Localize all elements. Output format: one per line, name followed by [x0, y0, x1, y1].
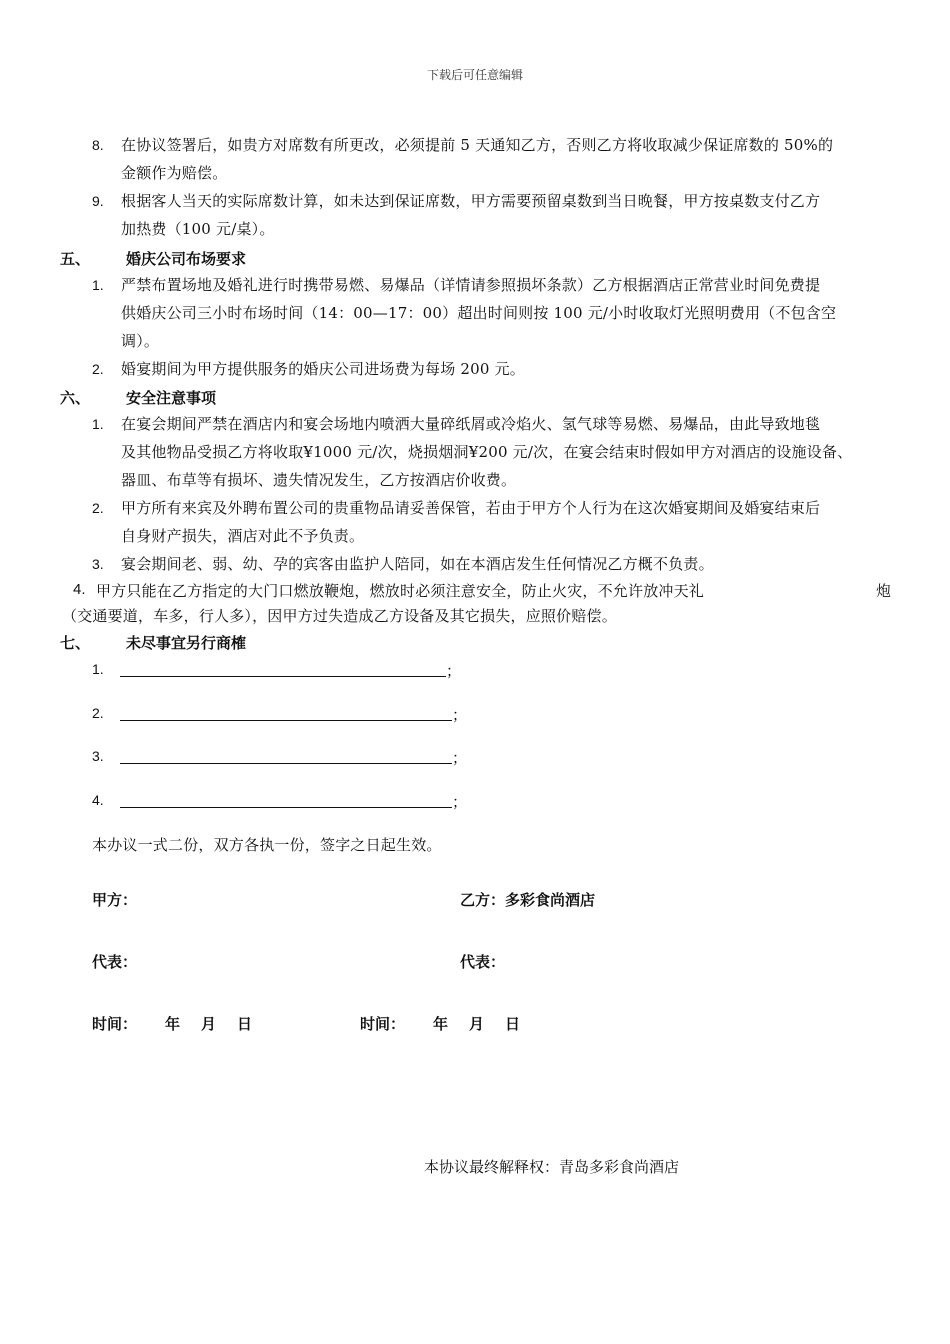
- section-number: 五、: [60, 250, 91, 268]
- item-text: 严禁布置场地及婚礼进行时携带易燃、易爆品（详情请参照损坏条款）乙方根据酒店正常营业时间免费提: [121, 276, 821, 294]
- item-number: 2.: [92, 500, 104, 516]
- fill-in-blank[interactable]: [120, 676, 446, 677]
- rep-a-label: 代表：: [92, 953, 138, 971]
- time-a-month: 月: [201, 1015, 217, 1033]
- item-text: 婚宴期间为甲方提供服务的婚庆公司进场费为每场 200 元。: [121, 360, 525, 378]
- item-text: 在协议签署后，如贵方对席数有所更改，必须提前 5 天通知乙方，否则乙方将收取减少保证席数的 50%的: [121, 136, 834, 154]
- fill-in-blank[interactable]: [120, 763, 452, 764]
- blank-end: ；: [452, 793, 468, 811]
- time-b-year: 年: [433, 1015, 449, 1033]
- final-interpretation-note: 本协议最终解释权：青岛多彩食尚酒店: [424, 1158, 680, 1176]
- item-text: 自身财产损失，酒店对此不予负责。: [121, 527, 365, 545]
- time-b-month: 月: [469, 1015, 485, 1033]
- item-number: 9.: [92, 193, 104, 209]
- item-text: 甲方所有来宾及外聘布置公司的贵重物品请妥善保管，若由于甲方个人行为在这次婚宴期间及婚宴结束后: [121, 499, 821, 517]
- item-number: 4.: [92, 792, 104, 808]
- item-text: 根据客人当天的实际席数计算，如未达到保证席数，甲方需要预留桌数到当日晚餐，甲方按桌数支付乙方: [121, 192, 821, 210]
- item-text: 加热费（100 元/桌）。: [121, 220, 275, 238]
- section-title: 未尽事宜另行商榷: [126, 634, 247, 652]
- item-text: 及其他物品受损乙方将收取¥1000 元/次，烧损烟洞¥200 元/次，在宴会结束时假如甲方对酒店的设施设备、: [121, 443, 853, 461]
- party-b-label: 乙方：多彩食尚酒店: [460, 891, 596, 909]
- fill-in-blank[interactable]: [120, 720, 452, 721]
- item-text: 供婚庆公司三小时布场时间（14：00—17：00）超出时间则按 100 元/小时收取灯光照明费用（不包含空: [121, 304, 837, 322]
- section-title: 婚庆公司布场要求: [126, 250, 247, 268]
- time-a-label: 时间：: [92, 1015, 138, 1033]
- time-a-day: 日: [237, 1015, 253, 1033]
- blank-end: ；: [452, 749, 468, 767]
- fill-in-blank[interactable]: [120, 807, 452, 808]
- item-text: 宴会期间老、弱、幼、孕的宾客由监护人陪同，如在本酒店发生任何情况乙方概不负责。: [121, 555, 714, 573]
- item-text: 甲方只能在乙方指定的大门口燃放鞭炮，燃放时必须注意安全，防止火灾，不允许放冲天礼: [96, 582, 705, 600]
- item-number: 1.: [92, 661, 104, 677]
- section-number: 七、: [60, 634, 91, 652]
- item-number: 1.: [92, 277, 104, 293]
- item-number: 4.: [73, 581, 86, 598]
- item-number: 2.: [92, 361, 104, 377]
- blank-end: ；: [446, 662, 462, 680]
- time-a-year: 年: [165, 1015, 181, 1033]
- item-number: 3.: [92, 748, 104, 764]
- item-number: 8.: [92, 137, 104, 153]
- item-text: 在宴会期间严禁在酒店内和宴会场地内喷洒大量碎纸屑或冷焰火、氢气球等易燃、易爆品，由此导致地毯: [121, 415, 821, 433]
- time-b-label: 时间：: [360, 1015, 406, 1033]
- time-b-day: 日: [505, 1015, 521, 1033]
- section-title: 安全注意事项: [126, 389, 217, 407]
- item-text: 炮: [876, 582, 892, 600]
- item-number: 1.: [92, 416, 104, 432]
- item-number: 3.: [92, 556, 104, 572]
- blank-end: ；: [452, 706, 468, 724]
- item-text: 金额作为赔偿。: [121, 164, 228, 182]
- item-text: （交通要道，车多，行人多），因甲方过失造成乙方设备及其它损失，应照价赔偿。: [62, 607, 617, 625]
- section-number: 六、: [60, 389, 91, 407]
- item-number: 2.: [92, 705, 104, 721]
- party-a-label: 甲方：: [92, 891, 138, 909]
- item-text: 器皿、布草等有损坏、遗失情况发生，乙方按酒店价收费。: [121, 471, 517, 489]
- page-header: 下载后可任意编辑: [426, 68, 523, 82]
- rep-b-label: 代表：: [460, 953, 506, 971]
- item-text: 调）。: [121, 332, 160, 350]
- closing-statement: 本办议一式二份，双方各执一份，签字之日起生效。: [92, 836, 442, 854]
